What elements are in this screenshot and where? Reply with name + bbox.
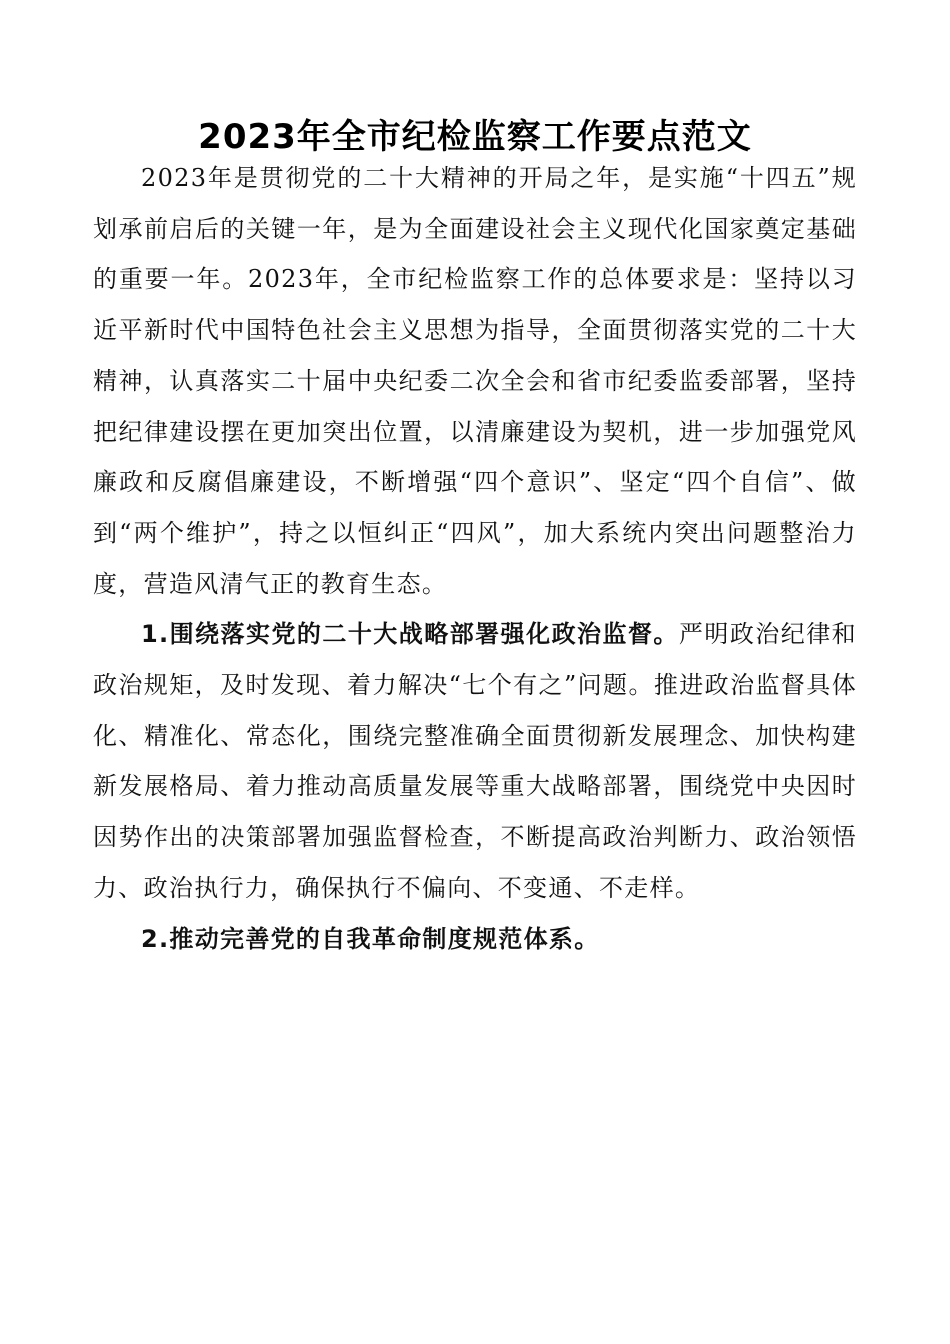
paragraph-intro [93,153,857,609]
paragraph-text: 2023年是贯彻党的二十大精神的开局之年，是实施“十四五”规划承前启后的关键一年，是为全面建设社会主义现代化国家奠定基础的重要一年。2023年，全市纪检监察工作的总体要求是：坚持以习近平新时代中国特色社会主义思想为指导，全面贯彻落实党的二十大精神，认真落实二十届中央纪委二次全会和省市纪委监委部署，坚持把纪律建设摆在更加突出位置，以清廉建设为契机，进一步加强党风廉政和反腐倡廉建设，不断增强“四个意识”、坚定“四个自信”、做到“两个维护”，持之以恒纠正“四风”，加大系统内突出问题整治力度，营造风清气正的教育生态。 [93,164,857,598]
paragraph-heading: 2.推动完善党的自我革命制度规范体系。 [141,924,600,953]
paragraph-heading: 1.围绕落实党的二十大战略部署强化政治监督。 [141,620,679,649]
document-title: 2023年全市纪检监察工作要点范文 [198,117,752,157]
paragraph-item-1 [93,609,857,913]
paragraph-item-2 [93,914,857,965]
paragraph-text: 严明政治纪律和政治规矩，及时发现、着力解决“七个有之”问题。推进政治监督具体化、精准化、常态化，围绕完整准确全面贯彻新发展理念、加快构建新发展格局、着力推动高质量发展等重大战略部署，围绕党中央因时因势作出的决策部署加强监督检查，不断提高政治判断力、政治领悟力、政治执行力，确保执行不偏向、不变通、不走样。 [93,620,857,902]
document-body [93,153,857,964]
